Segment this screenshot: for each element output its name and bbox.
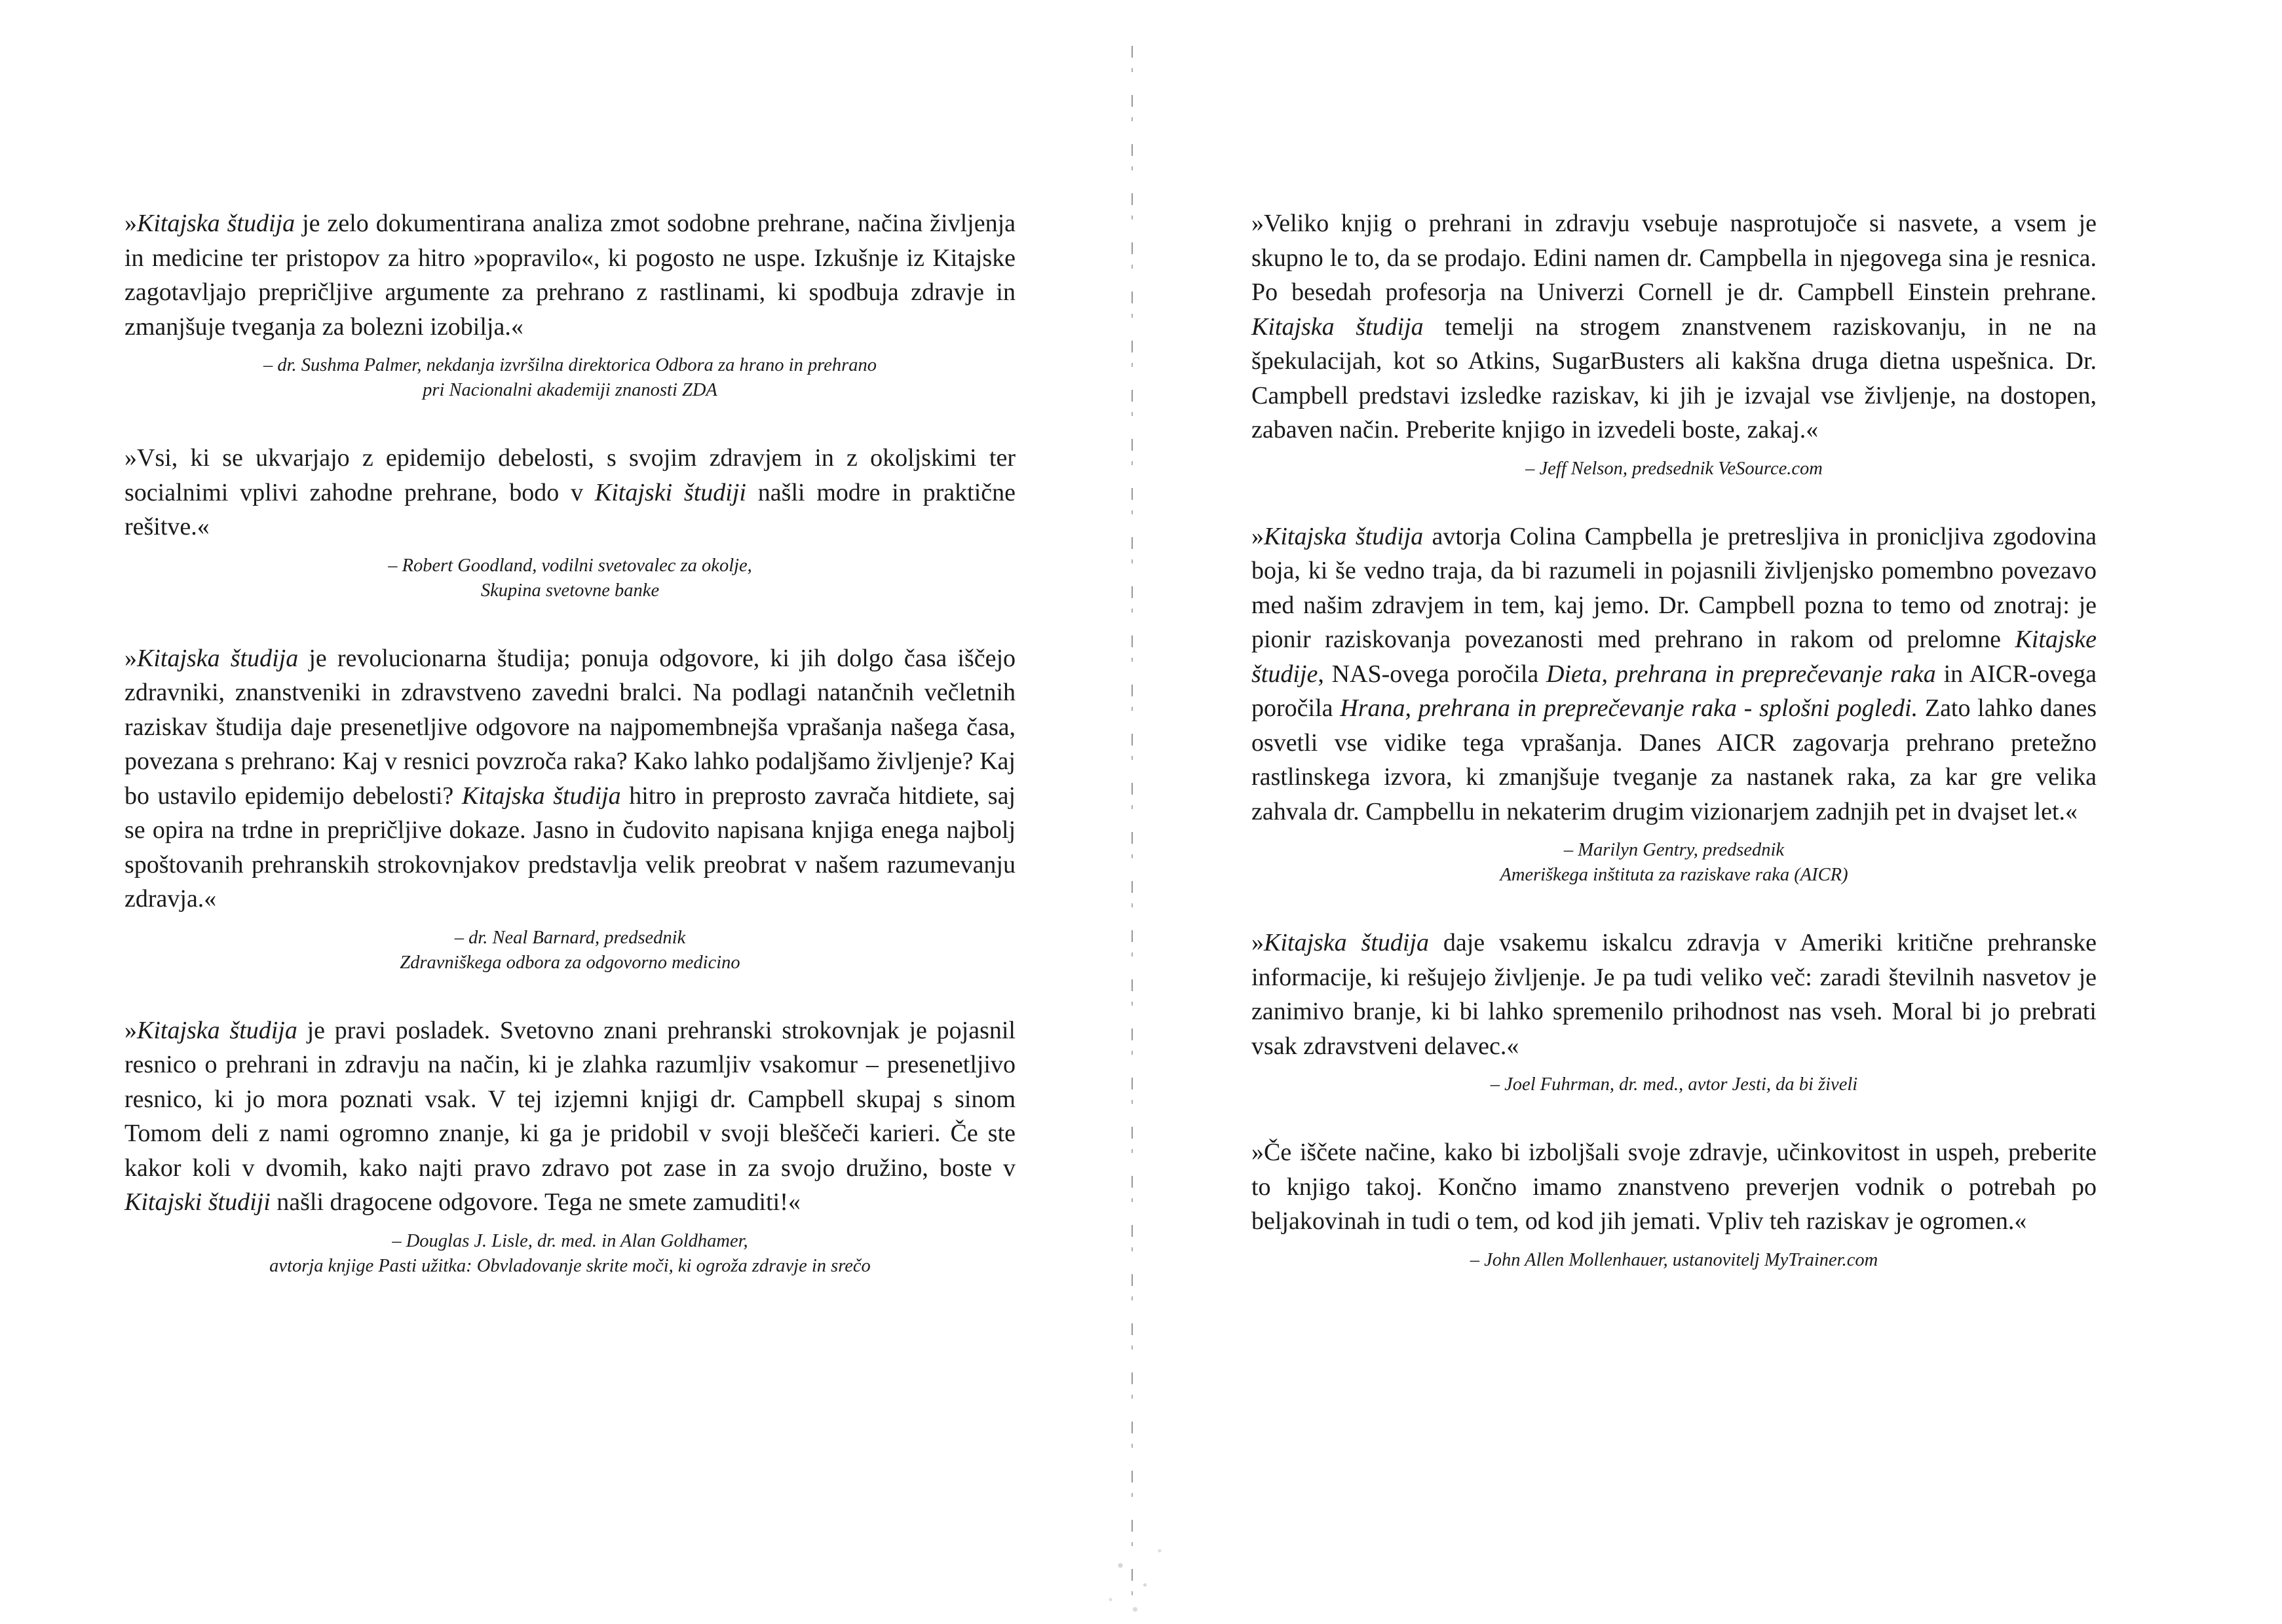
book-title-italic: Hrana, prehrana in preprečevanje raka - splošni pogledi. [1340, 694, 1918, 722]
testimonial-quote [124, 206, 1016, 344]
quote-text: » [124, 1016, 137, 1044]
attribution-line: – John Allen Mollenhauer, ustanovitelj MyTrainer.com [1470, 1249, 1878, 1270]
quote-text: Zato lahko danes osvetli vse vidike tega vprašanja. Danes AICR zagovarja prehrano pretežno rastlinskega izvora, ki zmanjšuje tveganje za nastanek raka, za kar gre velika zahvala dr. Campbellu in nekaterim drugim vizionarjem zadnjih pet in dvajset let.« [1251, 694, 2097, 825]
quote-text: » [124, 644, 137, 672]
attribution-line: avtorja knjige Pasti užitka: Obvladovanje skrite moči, ki ogroža zdravje in srečo [269, 1255, 871, 1276]
quote-text: in AICR-ovega poročila [1251, 660, 2097, 722]
quote-text: »Vsi, ki se ukvarjajo z epidemijo debelosti, s svojim zdravjem in z okoljskimi ter socialnimi vplivi zahodne prehrane, bodo v [124, 444, 1016, 506]
quote-text: daje vsakemu iskalcu zdravja v Ameriki kritične prehranske informacije, ki rešujejo življenje. Je pa tudi veliko več: zaradi številnih nasvetov je zanimivo branje, ki bi lahko spremenilo prihodnost nas vseh. Moral bi jo prebrati vsak zdravstveni delavec.« [1251, 929, 2097, 1060]
book-title-italic: Kitajski študiji [124, 1188, 271, 1216]
testimonial-quote [124, 441, 1016, 544]
testimonial-quote [1251, 926, 2097, 1063]
testimonial-quote [1251, 1135, 2097, 1239]
quote-text: , NAS-ovega poročila [1318, 660, 1547, 688]
testimonial-attribution [124, 1229, 1016, 1279]
attribution-line: – Marilyn Gentry, predsednik [1563, 840, 1785, 860]
quote-text: je revolucionarna študija; ponuja odgovore, ki jih dolgo časa iščejo zdravniki, znanstveniki in zdravstveno zavedni bralci. Na podlagi natančnih večletnih raziskav študija daje presenetljive odgovore na najpomembnejša vprašanja našega časa, povezana s prehrano: Kaj v resnici povzroča raka? Kako lahko podaljšamo življenje? Kaj bo ustavilo epidemijo debelosti? [124, 644, 1016, 810]
right-page [1153, 0, 2282, 1624]
testimonial-blurb [124, 206, 1016, 403]
book-title-italic: Dieta, prehrana in preprečevanje raka [1546, 660, 1936, 688]
quote-text: » [1251, 929, 1264, 956]
testimonial-blurb [1251, 519, 2097, 888]
testimonial-attribution [1251, 1248, 2097, 1273]
attribution-line: – dr. Sushma Palmer, nekdanja izvršilna direktorica Odbora za hrano in prehrano [263, 355, 877, 375]
book-title-italic: Kitajska študija [1251, 312, 1424, 341]
testimonial-blurb [1251, 206, 2097, 482]
book-title-italic: Kitajska študija [137, 210, 295, 237]
quote-text: hitro in preprosto zavrača hitdiete, saj se opira na trdne in prepričljive dokaze. Jasno in čudovito napisana knjiga enega najbolj spoštovanih prehranskih strokovnjakov predstavlja velik preobrat v našem razumevanju zdravja.« [124, 782, 1016, 913]
quote-text: » [1251, 522, 1264, 550]
page-gutter [1131, 46, 1133, 1605]
testimonial-blurb [1251, 1135, 2097, 1273]
testimonial-quote [1251, 206, 2097, 447]
attribution-line: Zdravniškega odbora za odgovorno medicino [400, 952, 740, 973]
book-title-italic: Kitajska študija [1264, 929, 1429, 956]
testimonial-attribution [124, 353, 1016, 403]
attribution-line: – Douglas J. Lisle, dr. med. in Alan Goldhamer, [392, 1230, 748, 1251]
quote-text: je pravi posladek. Svetovno znani prehranski strokovnjak je pojasnil resnico o prehrani in zdravju na način, ki je zlahka razumljiv vsakomur – presenetljivo resnico, ki jo mora poznati vsak. V tej izjemni knjigi dr. Campbell skupaj s sinom Tomom deli z nami ogromno znanje, ki ga je pridobil v svoji bleščeči karieri. Če ste kakor koli v dvomih, kako najti pravo zdravo pot zase in za svojo družino, boste v [124, 1016, 1016, 1182]
attribution-line: – Robert Goodland, vodilni svetovalec za okolje, [388, 555, 752, 576]
quote-text: » [124, 210, 137, 237]
testimonial-blurb [124, 1013, 1016, 1279]
attribution-line: – Joel Fuhrman, dr. med., avtor Jesti, da bi živeli [1490, 1074, 1858, 1095]
testimonial-quote [1251, 519, 2097, 829]
book-title-italic: Kitajska študija [1264, 522, 1424, 550]
right-column [1251, 206, 2097, 1311]
book-title-italic: Kitajske študije [1251, 626, 2097, 688]
book-title-italic: Kitajski študiji [594, 478, 746, 506]
book-title-italic: Kitajska študija [461, 782, 621, 810]
testimonial-blurb [124, 641, 1016, 975]
attribution-line: Ameriškega inštituta za raziskave raka (AICR) [1500, 865, 1848, 885]
testimonial-attribution [1251, 457, 2097, 482]
quote-text: je zelo dokumentirana analiza zmot sodobne prehrane, načina življenja in medicine ter pristopov za hitro »popravilo«, ki pogosto ne uspe. Izkušnje iz Kitajske zagotavljajo prepričljive argumente za prehrano z rastlinami, ki spodbuja zdravje in zmanjšuje tveganja za bolezni izobilja.« [124, 210, 1016, 341]
book-title-italic: Kitajska študija [137, 1016, 297, 1044]
attribution-line: pri Nacionalni akademiji znanosti ZDA [423, 380, 717, 400]
testimonial-blurb [124, 441, 1016, 603]
attribution-line: – dr. Neal Barnard, predsednik [454, 927, 686, 948]
quote-text: »Veliko knjig o prehrani in zdravju vsebuje nasprotujoče si nasvete, a vsem je skupno le to, da se prodajo. Edini namen dr. Campbella in njegovega sina je resnica. Po besedah profesorja na Univerzi Cornell je dr. Campbell Einstein prehrane. [1251, 210, 2097, 306]
quote-text: avtorja Colina Campbella je pretresljiva in pronicljiva zgodovina boja, ki še vedno traja, da bi razumeli in pojasnili življenjsko pomembno povezavo med našim zdravjem in tem, kaj jemo. Dr. Campbell pozna to temo od znotraj: je pionir raziskovanja povezanosti med prehrano in rakom od prelomne [1251, 522, 2097, 653]
left-page [0, 0, 1127, 1624]
attribution-line: – Jeff Nelson, predsednik VeSource.com [1525, 458, 1823, 479]
attribution-line: Skupina svetovne banke [480, 580, 660, 601]
testimonial-quote [124, 1013, 1016, 1220]
testimonial-attribution [1251, 838, 2097, 888]
testimonial-attribution [1251, 1072, 2097, 1097]
book-title-italic: Kitajska študija [137, 644, 299, 672]
testimonial-attribution [124, 554, 1016, 603]
quote-text: našli dragocene odgovore. Tega ne smete zamuditi!« [270, 1188, 801, 1216]
testimonial-attribution [124, 926, 1016, 975]
quote-text: našli modre in praktične rešitve.« [124, 478, 1016, 540]
testimonial-quote [124, 641, 1016, 916]
testimonial-blurb [1251, 926, 2097, 1097]
quote-text: temelji na strogem znanstvenem raziskovanju, in ne na špekulacijah, kot so Atkins, SugarBusters ali kakšna druga dietna uspešnica. Dr. Campbell predstavi izsledke raziskav, ki jih je izvajal vse življenje, na dostopen, zabaven način. Preberite knjigo in izvedeli boste, zakaj.« [1251, 312, 2097, 444]
quote-text: »Če iščete načine, kako bi izboljšali svoje zdravje, učinkovitost in uspeh, preberite to knjigo takoj. Končno imamo znanstveno preverjen vodnik o potrebah po beljakovinah in tudi o tem, od kod jih jemati. Vpliv teh raziskav je ogromen.« [1251, 1139, 2097, 1235]
left-column [124, 206, 1016, 1317]
